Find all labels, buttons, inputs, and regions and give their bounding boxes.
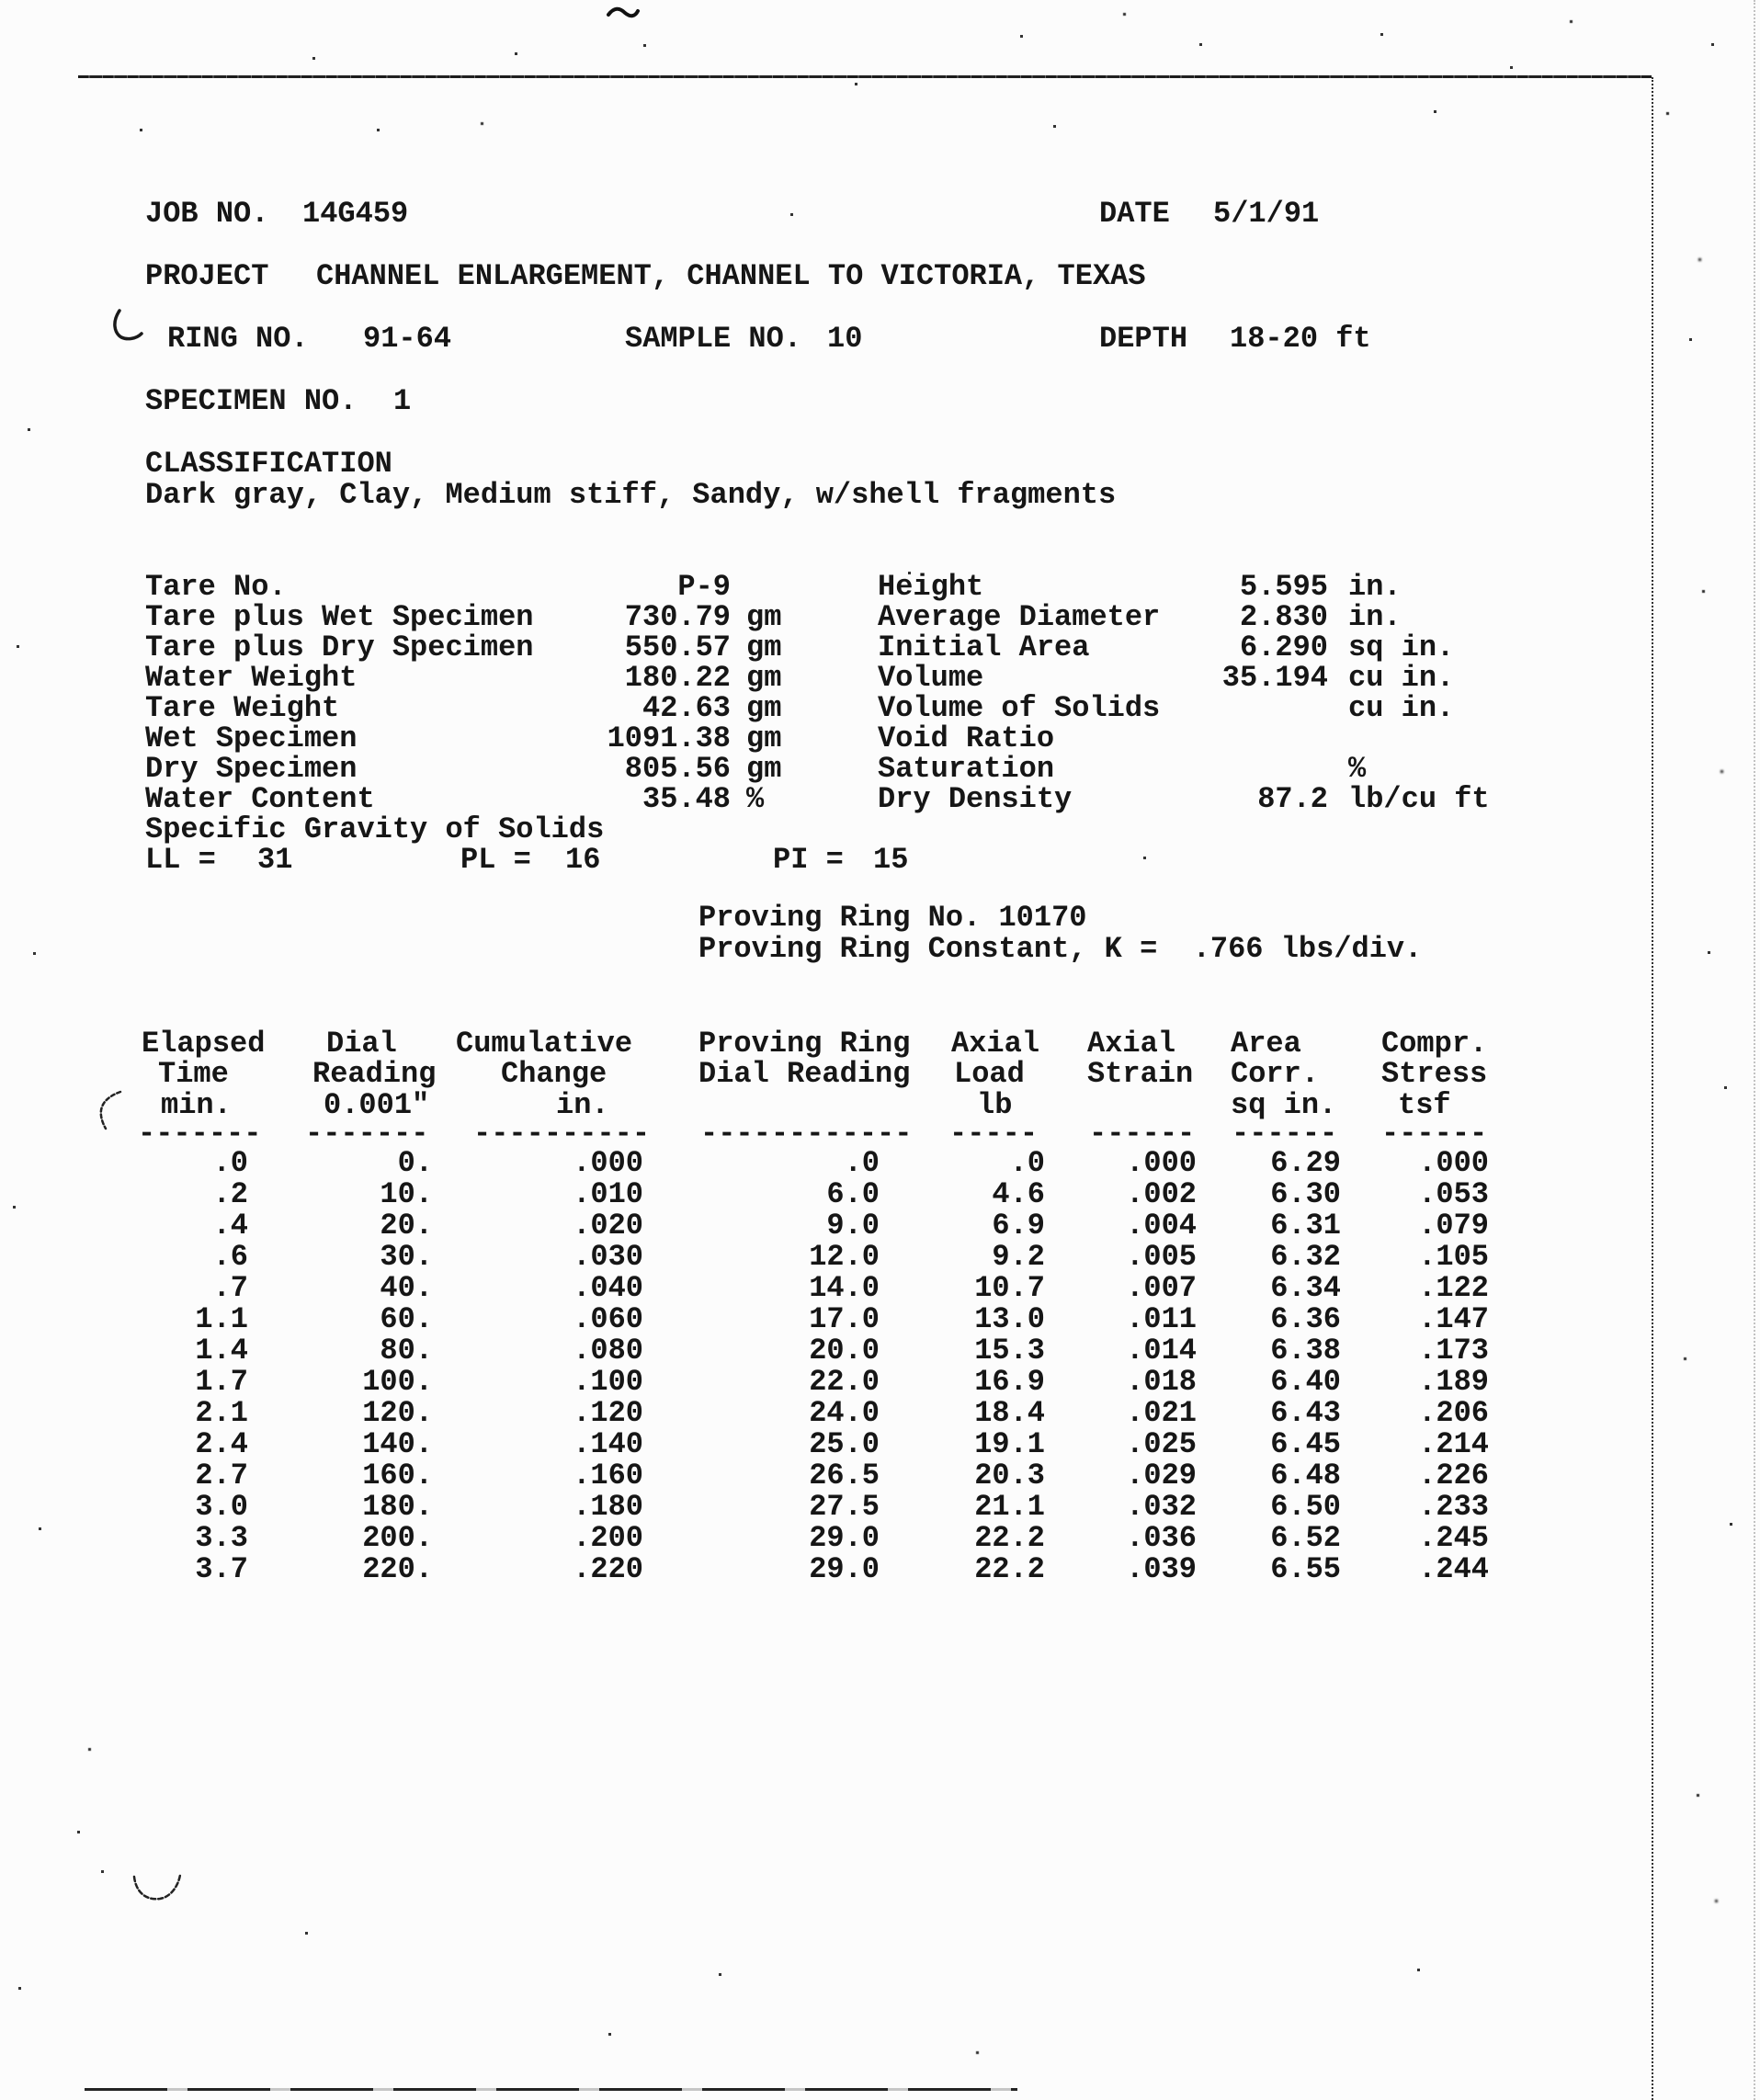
cell-dial-reading: 60.: [380, 1302, 433, 1336]
cell-elapsed-time: .2: [212, 1177, 248, 1211]
table-row: [0, 1179, 1760, 1210]
cell-compr-stress: .226: [1418, 1459, 1489, 1493]
table-header-underline: ------: [1381, 1117, 1488, 1151]
cell-proving-ring-dial: 29.0: [809, 1552, 880, 1586]
cell-area-corr: 6.43: [1270, 1396, 1341, 1430]
cell-cumulative-change: .200: [573, 1521, 643, 1555]
table-row: [0, 1367, 1760, 1398]
col-header-axial-strain: Axial: [1087, 1027, 1176, 1061]
cell-proving-ring-dial: 22.0: [809, 1365, 880, 1399]
cell-axial-strain: .025: [1126, 1427, 1197, 1461]
cell-dial-reading: 220.: [362, 1552, 433, 1586]
cell-area-corr: 6.48: [1270, 1459, 1341, 1493]
cell-proving-ring-dial: 6.0: [826, 1177, 880, 1211]
cell-area-corr: 6.30: [1270, 1177, 1341, 1211]
measurement-unit: %: [1348, 752, 1367, 786]
col-unit-inches-dial: 0.001": [324, 1088, 430, 1122]
cell-elapsed-time: 1.4: [195, 1334, 248, 1368]
cell-proving-ring-dial: 25.0: [809, 1427, 880, 1461]
boring-no-value: 91-64: [363, 322, 452, 356]
cell-cumulative-change: .220: [573, 1552, 643, 1586]
col-header-cumulative: Cumulative: [456, 1027, 633, 1061]
measurement-value: 42.63: [642, 691, 731, 725]
cell-compr-stress: .000: [1418, 1146, 1489, 1180]
specimen-no-value: 1: [393, 384, 412, 418]
cell-cumulative-change: .120: [573, 1396, 643, 1430]
cell-dial-reading: 180.: [362, 1490, 433, 1524]
col-header-load: Load: [954, 1057, 1025, 1091]
measurement-unit: in.: [1348, 600, 1402, 634]
table-row: [0, 1148, 1760, 1179]
cell-axial-load: 4.6: [992, 1177, 1045, 1211]
cell-compr-stress: .233: [1418, 1490, 1489, 1524]
measurement-unit: cu in.: [1348, 661, 1455, 695]
cell-compr-stress: .214: [1418, 1427, 1489, 1461]
cell-compr-stress: .079: [1418, 1209, 1489, 1243]
cell-axial-load: 20.3: [974, 1459, 1045, 1493]
measurement-label: Volume of Solids: [878, 691, 1161, 725]
col-header-stress: Stress: [1381, 1057, 1488, 1091]
cell-proving-ring-dial: 12.0: [809, 1240, 880, 1274]
col-header-strain: Strain: [1087, 1057, 1194, 1091]
date-value: 5/1/91: [1213, 197, 1320, 231]
table-row: [0, 1429, 1760, 1460]
measurement-unit: sq in.: [1348, 630, 1455, 664]
cell-elapsed-time: .4: [212, 1209, 248, 1243]
table-row: [0, 1398, 1760, 1429]
col-unit-in: in.: [556, 1088, 609, 1122]
measurement-value: P-9: [677, 570, 731, 604]
pi-label: PI =: [773, 843, 844, 877]
project-value: CHANNEL ENLARGEMENT, CHANNEL TO VICTORIA, TEXAS: [316, 259, 1146, 293]
cell-axial-load: 18.4: [974, 1396, 1045, 1430]
cell-cumulative-change: .060: [573, 1302, 643, 1336]
cell-elapsed-time: 1.1: [195, 1302, 248, 1336]
measurement-unit: %: [746, 782, 765, 816]
measurement-label: Specific Gravity of Solids: [145, 812, 605, 846]
cell-area-corr: 6.31: [1270, 1209, 1341, 1243]
col-unit-min: min.: [161, 1088, 232, 1122]
proving-ring-no-line: Proving Ring No. 10170: [698, 901, 1087, 935]
col-header-elapsed: Elapsed: [142, 1027, 266, 1061]
cell-compr-stress: .189: [1418, 1365, 1489, 1399]
cell-proving-ring-dial: 14.0: [809, 1271, 880, 1305]
cell-axial-load: 22.2: [974, 1521, 1045, 1555]
measurement-value: 180.22: [624, 661, 731, 695]
cell-cumulative-change: .000: [573, 1146, 643, 1180]
cell-compr-stress: .244: [1418, 1552, 1489, 1586]
measurement-unit: gm: [746, 661, 782, 695]
cell-area-corr: 6.32: [1270, 1240, 1341, 1274]
job-no-value: 14G459: [302, 197, 409, 231]
cell-dial-reading: 200.: [362, 1521, 433, 1555]
specimen-no-label: SPECIMEN NO.: [145, 384, 358, 418]
cell-proving-ring-dial: 26.5: [809, 1459, 880, 1493]
sample-no-label: SAMPLE NO.: [625, 322, 802, 356]
cell-axial-strain: .036: [1126, 1521, 1197, 1555]
cell-elapsed-time: 1.7: [195, 1365, 248, 1399]
cell-compr-stress: .053: [1418, 1177, 1489, 1211]
cell-elapsed-time: 3.0: [195, 1490, 248, 1524]
measurement-label: Tare plus Dry Specimen: [145, 630, 534, 664]
col-unit-lb: lb: [977, 1088, 1013, 1122]
col-header-reading: Reading: [312, 1057, 437, 1091]
cell-axial-load: 15.3: [974, 1334, 1045, 1368]
measurement-label: Volume: [878, 661, 984, 695]
cell-area-corr: 6.40: [1270, 1365, 1341, 1399]
date-label: DATE: [1099, 197, 1170, 231]
col-header-area: Area: [1231, 1027, 1301, 1061]
measurement-label: Height: [878, 570, 984, 604]
measurement-value: 5.595: [1239, 570, 1328, 604]
cell-proving-ring-dial: .0: [844, 1146, 880, 1180]
classification-value: Dark gray, Clay, Medium stiff, Sandy, w/shell fragments: [145, 478, 1117, 512]
table-row: [0, 1304, 1760, 1335]
boring-no-label: RING NO.: [167, 322, 309, 356]
cell-proving-ring-dial: 27.5: [809, 1490, 880, 1524]
cell-cumulative-change: .180: [573, 1490, 643, 1524]
col-header-corr: Corr.: [1231, 1057, 1320, 1091]
cell-axial-load: .0: [1009, 1146, 1045, 1180]
measurement-label: Initial Area: [878, 630, 1090, 664]
cell-area-corr: 6.36: [1270, 1302, 1341, 1336]
col-header-compr: Compr.: [1381, 1027, 1488, 1061]
cell-cumulative-change: .020: [573, 1209, 643, 1243]
cell-proving-ring-dial: 29.0: [809, 1521, 880, 1555]
cell-dial-reading: 20.: [380, 1209, 433, 1243]
measurement-value: 2.830: [1239, 600, 1328, 634]
measurement-unit: gm: [746, 630, 782, 664]
cell-dial-reading: 10.: [380, 1177, 433, 1211]
pi-value: 15: [873, 843, 909, 877]
sample-no-value: 10: [827, 322, 863, 356]
cell-axial-load: 6.9: [992, 1209, 1045, 1243]
measurement-label: Void Ratio: [878, 721, 1055, 755]
measurement-label: Dry Specimen: [145, 752, 358, 786]
measurement-unit: gm: [746, 752, 782, 786]
measurement-unit: gm: [746, 691, 782, 725]
measurement-value: 35.48: [642, 782, 731, 816]
table-row: [0, 1523, 1760, 1554]
cell-area-corr: 6.38: [1270, 1334, 1341, 1368]
measurement-label: Tare Weight: [145, 691, 340, 725]
cell-compr-stress: .147: [1418, 1302, 1489, 1336]
measurement-unit: gm: [746, 721, 782, 755]
col-header-dial: Dial: [326, 1027, 397, 1061]
table-row: [0, 1554, 1760, 1585]
measurement-label: Dry Density: [878, 782, 1073, 816]
cell-area-corr: 6.55: [1270, 1552, 1341, 1586]
cell-axial-strain: .007: [1126, 1271, 1197, 1305]
cell-axial-strain: .004: [1126, 1209, 1197, 1243]
table-header-underline: ------------: [700, 1117, 913, 1151]
cell-elapsed-time: 3.7: [195, 1552, 248, 1586]
cell-cumulative-change: .160: [573, 1459, 643, 1493]
measurement-unit: cu in.: [1348, 691, 1455, 725]
cell-axial-strain: .000: [1126, 1146, 1197, 1180]
cell-dial-reading: 40.: [380, 1271, 433, 1305]
col-header-change: Change: [501, 1057, 607, 1091]
cell-dial-reading: 30.: [380, 1240, 433, 1274]
cell-axial-load: 10.7: [974, 1271, 1045, 1305]
cell-dial-reading: 160.: [362, 1459, 433, 1493]
cell-area-corr: 6.52: [1270, 1521, 1341, 1555]
table-row: [0, 1492, 1760, 1523]
cell-dial-reading: 80.: [380, 1334, 433, 1368]
table-row: [0, 1273, 1760, 1304]
cell-axial-strain: .005: [1126, 1240, 1197, 1274]
depth-label: DEPTH: [1099, 322, 1188, 356]
col-header-dial-reading: Dial Reading: [698, 1057, 911, 1091]
cell-elapsed-time: 2.7: [195, 1459, 248, 1493]
measurement-label: Tare plus Wet Specimen: [145, 600, 534, 634]
table-row: [0, 1460, 1760, 1492]
cell-area-corr: 6.34: [1270, 1271, 1341, 1305]
cell-compr-stress: .173: [1418, 1334, 1489, 1368]
proving-ring-constant-line: Proving Ring Constant, K = .766 lbs/div.: [698, 932, 1423, 966]
cell-proving-ring-dial: 9.0: [826, 1209, 880, 1243]
cell-axial-strain: .021: [1126, 1396, 1197, 1430]
cell-elapsed-time: 2.4: [195, 1427, 248, 1461]
col-unit-sq-in: sq in.: [1231, 1088, 1337, 1122]
measurement-value: 550.57: [624, 630, 731, 664]
measurement-unit: lb/cu ft: [1348, 782, 1490, 816]
measurement-value: 35.194: [1221, 661, 1328, 695]
table-header-underline: -------: [138, 1117, 262, 1151]
measurement-label: Saturation: [878, 752, 1055, 786]
measurement-value: 6.290: [1239, 630, 1328, 664]
table-header-underline: ----------: [473, 1117, 651, 1151]
cell-cumulative-change: .030: [573, 1240, 643, 1274]
cell-axial-strain: .018: [1126, 1365, 1197, 1399]
col-header-proving-ring: Proving Ring: [698, 1027, 911, 1061]
table-row: [0, 1335, 1760, 1367]
cell-dial-reading: 100.: [362, 1365, 433, 1399]
cell-axial-strain: .011: [1126, 1302, 1197, 1336]
cell-compr-stress: .122: [1418, 1271, 1489, 1305]
cell-compr-stress: .245: [1418, 1521, 1489, 1555]
cell-compr-stress: .105: [1418, 1240, 1489, 1274]
cell-axial-load: 21.1: [974, 1490, 1045, 1524]
cell-elapsed-time: .0: [212, 1146, 248, 1180]
table-header-underline: ------: [1089, 1117, 1196, 1151]
cell-axial-strain: .032: [1126, 1490, 1197, 1524]
cell-cumulative-change: .040: [573, 1271, 643, 1305]
cell-cumulative-change: .140: [573, 1427, 643, 1461]
measurement-unit: in.: [1348, 570, 1402, 604]
cell-dial-reading: 0.: [397, 1146, 433, 1180]
depth-value: 18-20 ft: [1230, 322, 1371, 356]
table-row: [0, 1210, 1760, 1242]
job-no-label: JOB NO.: [145, 197, 269, 231]
cell-area-corr: 6.50: [1270, 1490, 1341, 1524]
cell-cumulative-change: .100: [573, 1365, 643, 1399]
cell-dial-reading: 140.: [362, 1427, 433, 1461]
classification-label: CLASSIFICATION: [145, 447, 392, 481]
col-header-time: Time: [158, 1057, 229, 1091]
pl-value: 16: [565, 843, 601, 877]
measurement-unit: gm: [746, 600, 782, 634]
measurement-label: Average Diameter: [878, 600, 1161, 634]
cell-elapsed-time: .7: [212, 1271, 248, 1305]
cell-axial-load: 16.9: [974, 1365, 1045, 1399]
cell-elapsed-time: 3.3: [195, 1521, 248, 1555]
col-header-axial-load: Axial: [951, 1027, 1040, 1061]
cell-elapsed-time: .6: [212, 1240, 248, 1274]
cell-axial-load: 22.2: [974, 1552, 1045, 1586]
measurement-label: Water Weight: [145, 661, 358, 695]
cell-axial-load: 13.0: [974, 1302, 1045, 1336]
cell-axial-load: 19.1: [974, 1427, 1045, 1461]
cell-proving-ring-dial: 17.0: [809, 1302, 880, 1336]
cell-dial-reading: 120.: [362, 1396, 433, 1430]
table-header-underline: ------: [1232, 1117, 1338, 1151]
cell-axial-strain: .029: [1126, 1459, 1197, 1493]
cell-proving-ring-dial: 24.0: [809, 1396, 880, 1430]
cell-cumulative-change: .080: [573, 1334, 643, 1368]
cell-proving-ring-dial: 20.0: [809, 1334, 880, 1368]
measurement-value: 87.2: [1257, 782, 1328, 816]
col-unit-tsf: tsf: [1398, 1088, 1451, 1122]
cell-area-corr: 6.45: [1270, 1427, 1341, 1461]
cell-elapsed-time: 2.1: [195, 1396, 248, 1430]
table-header-underline: -----: [949, 1117, 1039, 1151]
cell-compr-stress: .206: [1418, 1396, 1489, 1430]
cell-axial-strain: .014: [1126, 1334, 1197, 1368]
cell-axial-strain: .039: [1126, 1552, 1197, 1586]
measurement-label: Water Content: [145, 782, 375, 816]
cell-axial-strain: .002: [1126, 1177, 1197, 1211]
ll-label: LL =: [145, 843, 216, 877]
measurement-label: Tare No.: [145, 570, 287, 604]
measurement-value: 805.56: [624, 752, 731, 786]
project-label: PROJECT: [145, 259, 269, 293]
measurement-value: 730.79: [624, 600, 731, 634]
cell-cumulative-change: .010: [573, 1177, 643, 1211]
measurement-label: Wet Specimen: [145, 721, 358, 755]
pl-label: PL =: [460, 843, 531, 877]
cell-area-corr: 6.29: [1270, 1146, 1341, 1180]
ll-value: 31: [257, 843, 293, 877]
measurement-value: 1091.38: [607, 721, 731, 755]
table-row: [0, 1242, 1760, 1273]
table-header-underline: -------: [305, 1117, 429, 1151]
cell-axial-load: 9.2: [992, 1240, 1045, 1274]
